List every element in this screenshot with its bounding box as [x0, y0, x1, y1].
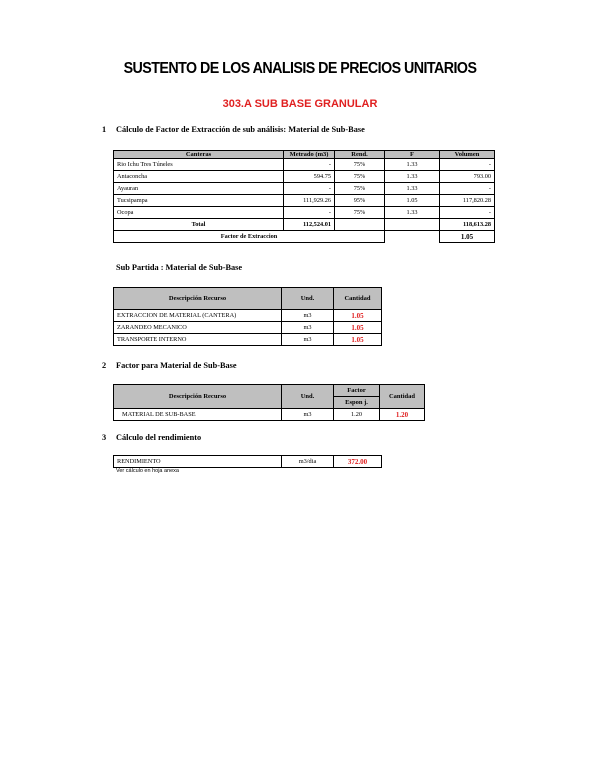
recurso-cantidad: 1.05	[334, 334, 382, 346]
total-label: Total	[114, 219, 284, 231]
total-metrado: 112,524.01	[284, 219, 335, 231]
table-row	[114, 456, 382, 468]
material-factor: 1.20	[334, 409, 380, 421]
empty-cell	[385, 219, 440, 231]
col-f: F	[385, 151, 440, 159]
section-1-title: Cálculo de Factor de Extracción de sub análisis: Material de Sub-Base	[116, 125, 365, 134]
table-row	[114, 159, 495, 171]
metrado-value: -	[284, 183, 335, 195]
section-3-number: 3	[102, 433, 107, 442]
cantera-name: Ocopa	[114, 207, 284, 219]
volumen-value: -	[440, 207, 495, 219]
rend-value: 95%	[335, 195, 385, 207]
col-descripcion: Descripción Recurso	[114, 288, 282, 310]
table-row	[114, 183, 495, 195]
rend-value: 75%	[335, 159, 385, 171]
col-cantidad: Cantidad	[334, 288, 382, 310]
table-row	[114, 195, 495, 207]
recurso-desc: ZARANDEO MECANICO	[114, 322, 282, 334]
volumen-value: 117,820.28	[440, 195, 495, 207]
section-3-heading	[102, 433, 201, 442]
section-1-number: 1	[102, 125, 107, 134]
f-value: 1.33	[385, 171, 440, 183]
col-cantidad: Cantidad	[380, 385, 425, 409]
section-2-title: Factor para Material de Sub-Base	[116, 361, 237, 370]
subpartida-header-row	[114, 288, 382, 310]
col-canteras: Canteras	[114, 151, 284, 159]
cantera-name: Rio Ichu Tres Túneles	[114, 159, 284, 171]
table-row	[114, 409, 425, 421]
empty-cell	[385, 231, 440, 243]
total-volumen: 118,613.28	[440, 219, 495, 231]
col-und: Und.	[282, 385, 334, 409]
recurso-und: m3	[282, 334, 334, 346]
table-row	[114, 334, 382, 346]
factor-header-row	[114, 385, 425, 397]
section-2-number: 2	[102, 361, 107, 370]
f-value: 1.33	[385, 207, 440, 219]
col-rend: Rend.	[335, 151, 385, 159]
rendimiento-note: Ver cálculo en hoja anexa	[116, 468, 179, 474]
table-row	[114, 207, 495, 219]
col-descripcion: Descripción Recurso	[114, 385, 282, 409]
col-esponj: Espon j.	[334, 397, 380, 409]
empty-cell	[335, 219, 385, 231]
cantera-name: Tucsipampa	[114, 195, 284, 207]
col-factor: Factor	[334, 385, 380, 397]
factor-value: 1.05	[440, 231, 495, 243]
table-row	[114, 322, 382, 334]
recurso-und: m3	[282, 310, 334, 322]
factor-label: Factor de Extraccion	[114, 231, 385, 243]
page-title: SUSTENTO DE LOS ANALISIS DE PRECIOS UNITARIOS	[123, 60, 477, 77]
cantera-name: Antaconcha	[114, 171, 284, 183]
section-2-heading	[102, 361, 237, 370]
total-row	[114, 219, 495, 231]
metrado-value: -	[284, 159, 335, 171]
factor-table	[113, 384, 425, 421]
page-subtitle: 303.A SUB BASE GRANULAR	[222, 98, 378, 110]
volumen-value: 793.00	[440, 171, 495, 183]
rend-value: 75%	[335, 183, 385, 195]
col-metrado: Metrado (m3)	[284, 151, 335, 159]
rendimiento-label: RENDIMIENTO	[114, 456, 282, 468]
recurso-desc: EXTRACCION DE MATERIAL (CANTERA)	[114, 310, 282, 322]
section-3-title: Cálculo del rendimiento	[116, 433, 202, 442]
material-und: m3	[282, 409, 334, 421]
material-cantidad: 1.20	[380, 409, 425, 421]
material-desc: MATERIAL DE SUB-BASE	[114, 409, 282, 421]
factor-row	[114, 231, 495, 243]
recurso-und: m3	[282, 322, 334, 334]
metrado-value: 111,929.26	[284, 195, 335, 207]
rend-value: 75%	[335, 171, 385, 183]
metrado-value: -	[284, 207, 335, 219]
col-und: Und.	[282, 288, 334, 310]
subpartida-table	[113, 287, 382, 346]
rendimiento-table	[113, 455, 382, 468]
subpartida-title: Sub Partida : Material de Sub-Base	[116, 263, 243, 272]
volumen-value: -	[440, 159, 495, 171]
rendimiento-value: 372.00	[334, 456, 382, 468]
f-value: 1.05	[385, 195, 440, 207]
rendimiento-und: m3/dia	[282, 456, 334, 468]
volumen-value: -	[440, 183, 495, 195]
f-value: 1.33	[385, 183, 440, 195]
col-volumen: Volumen	[440, 151, 495, 159]
canteras-header-row	[114, 151, 495, 159]
recurso-desc: TRANSPORTE INTERNO	[114, 334, 282, 346]
canteras-table	[113, 150, 495, 243]
cantera-name: Ayauran	[114, 183, 284, 195]
metrado-value: 594.75	[284, 171, 335, 183]
rend-value: 75%	[335, 207, 385, 219]
section-1-heading	[102, 125, 365, 134]
table-row	[114, 171, 495, 183]
f-value: 1.33	[385, 159, 440, 171]
recurso-cantidad: 1.05	[334, 322, 382, 334]
recurso-cantidad: 1.05	[334, 310, 382, 322]
table-row	[114, 310, 382, 322]
